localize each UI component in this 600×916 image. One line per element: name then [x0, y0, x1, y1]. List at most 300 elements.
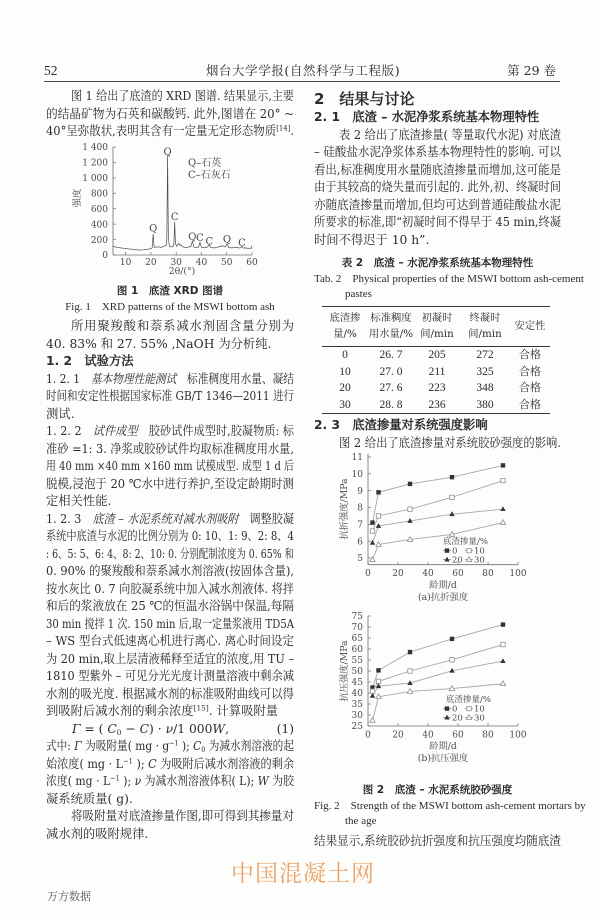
table-cell: 合格 — [519, 364, 541, 378]
y-tick-label: 200 — [90, 235, 108, 246]
table-cell: 30 — [339, 398, 351, 411]
data-point — [450, 658, 454, 662]
y-tick-label: 45 — [351, 678, 363, 689]
section-2-3 — [314, 417, 561, 452]
data-point — [370, 557, 375, 562]
flexural-strength-chart — [305, 448, 565, 606]
text-line-content: 测试. — [46, 406, 75, 421]
text-line-content: 由于其较高的烧失量而引起的. 此外,初、终凝时间 — [314, 180, 561, 195]
text-line — [46, 651, 294, 669]
text-line — [46, 511, 294, 529]
text-line-content: 和后的浆液放在 25 ℃的恒温水浴锅中保温,每隔 — [46, 599, 294, 614]
text-line-content: 所用聚羧酸和萘系减水剂固含量分别为 — [71, 319, 295, 334]
text-line-content: 时间和安定性根据国家标准 GB/T 1346—2011 进行 — [46, 389, 294, 404]
table-2-caption-en — [314, 272, 584, 302]
text-line — [46, 318, 294, 336]
text-line-content: 浓度( mg · $L^{-1}$ ); ν 为减水剂溶液体积( L); W 为胶 — [46, 773, 294, 789]
y-tick-label: 50 — [351, 667, 363, 678]
data-point — [450, 495, 454, 499]
x-tick-label: 40 — [195, 258, 208, 268]
figure-1-caption-en: Fig. 1 XRD patterns of the MSWI bottom ash — [65, 301, 275, 313]
text-line-content: 30 min 搅拌 1 次. 150 min 后,取一定量浆液用 TD5A — [46, 616, 294, 631]
text-line — [46, 458, 294, 476]
text-line — [46, 738, 294, 756]
section-heading-1-2 — [46, 353, 294, 371]
y-tick-label: 55 — [351, 656, 363, 667]
paragraph-1-2-3 — [46, 511, 294, 721]
column-header — [414, 307, 460, 347]
y-tick-label: 35 — [351, 700, 363, 711]
data-point — [376, 514, 380, 518]
peak-label: Q — [188, 231, 197, 243]
text-line-content: 时间不得迟于 10 h”. — [314, 232, 430, 247]
legend-label: 30 — [474, 713, 485, 724]
legend-marker — [467, 548, 471, 552]
paragraph-1-2-1 — [46, 371, 294, 424]
text-line-content: 式中: Γ 为吸附量( mg · $g^{-1}$ ); C0 为减水剂溶液的起 — [46, 738, 294, 755]
y-tick-label: 70 — [351, 623, 363, 634]
section-heading-2: 2 结果与讨论 — [314, 90, 415, 108]
section-heading-2-3 — [314, 417, 561, 435]
table-row — [322, 364, 550, 381]
paragraph-results — [314, 833, 561, 851]
text-line — [46, 581, 294, 599]
x-tick-label: 20 — [145, 258, 157, 268]
text-line — [314, 179, 561, 197]
paragraph-1-2-2 — [46, 423, 294, 511]
header-line: 标准稠度 — [370, 312, 412, 324]
x-tick-label: 20 — [392, 730, 404, 741]
text-line-content: 准砂 =1: 3. 净浆或胶砂试件均取标准稠度用水量, — [46, 441, 294, 456]
peak-label: C — [205, 236, 214, 248]
series-group — [113, 155, 252, 250]
peak-label: Q — [149, 223, 158, 235]
text-line-content: 用 40 mm ×40 mm ×160 mm 试模成型. 成型 1 d 后 — [46, 459, 294, 474]
xrd-pattern-chart — [40, 140, 298, 282]
caption-line: the age — [345, 814, 377, 827]
legend-label: 20 — [452, 713, 463, 724]
text-line — [314, 197, 561, 215]
text-line — [46, 633, 294, 651]
text-line — [46, 123, 294, 141]
legend-item — [443, 556, 463, 566]
y-tick-label: 800 — [90, 189, 108, 200]
text-line-content: 所要求的标准,即“初凝时间不得早于 45 min,终凝 — [314, 215, 561, 230]
text-line — [46, 563, 294, 581]
text-line — [46, 756, 294, 774]
watermark: 中国混凝土网 — [231, 861, 375, 887]
emphasis-text: ν — [165, 721, 174, 736]
text-line — [46, 476, 294, 494]
text-line — [314, 214, 561, 232]
text-line — [314, 144, 561, 162]
x-tick-label: 50 — [221, 258, 233, 268]
text-line-content: 40. 83% 和 27. 55% ,NaOH 为分析纯. — [46, 336, 272, 351]
table-cell: 205 — [428, 349, 446, 361]
table-cell: 27. 0 — [379, 365, 403, 378]
text-line-content: 水剂的吸光度. 根据减水剂的标准吸附曲线可以得 — [46, 686, 294, 701]
text-line-content: 系统中底渣与水泥的比例分别为 0: 10、1: 9、2: 8、4 — [46, 529, 294, 544]
x-tick-label: 20 — [392, 569, 404, 579]
x-tick-label: 80 — [482, 569, 494, 579]
superscript: −1 — [110, 773, 120, 783]
equation-expression: Γ = ( C0 − C) · ν/1 000W, — [72, 721, 229, 737]
data-point — [501, 478, 505, 482]
x-axis-label: 龄期/d — [429, 580, 457, 591]
text-line-content: 按水灰比 0. 7 向胶凝系统中加入减水剂液体. 将拌 — [46, 581, 294, 596]
x-tick-label: 10 — [119, 258, 132, 268]
superscript: [15] — [193, 703, 209, 713]
emphasis-text: 基本物理性能测试 — [90, 371, 177, 386]
text-line-content: 图 2 给出了底渣掺量对系统胶砂强度的影响. — [339, 435, 561, 450]
data-point — [376, 679, 380, 683]
y-axis-label: 抗折强度/MPa — [339, 478, 350, 540]
legend-marker — [445, 706, 449, 710]
header-line: 间/min — [420, 327, 454, 340]
emphasis-text: C — [139, 721, 150, 736]
legend-label: 10 — [474, 546, 485, 557]
y-axis-label: 抗压强度/MPa — [339, 640, 350, 702]
series-group — [370, 463, 505, 525]
text-line — [314, 162, 561, 180]
header-line: 终凝时 — [469, 312, 501, 324]
text-line — [46, 336, 294, 354]
emphasis-text: C — [148, 756, 157, 771]
y-tick-label: 1 200 — [82, 158, 108, 169]
legend-item — [443, 714, 463, 724]
y-tick-label: 9 — [357, 486, 363, 497]
table-cell: 27. 6 — [379, 382, 403, 394]
caption-line: pastes — [345, 288, 372, 300]
text-line — [46, 668, 294, 686]
peak-label: C — [170, 211, 179, 223]
legend-item — [465, 556, 485, 566]
y-tick-label: 600 — [90, 204, 108, 215]
y-tick-label: 5 — [357, 554, 363, 565]
x-tick-label: 40 — [422, 569, 434, 579]
table-row — [322, 397, 550, 414]
text-line-content: 40°呈弥散状,表明其含有一定量无定形态物质[14]. — [46, 123, 294, 139]
section-heading-2-1 — [314, 109, 561, 127]
legend-marker — [444, 715, 449, 720]
text-line — [46, 791, 294, 809]
header-line: 间/min — [468, 327, 502, 340]
table-cell: 合格 — [519, 348, 541, 361]
table-cell: 合格 — [519, 381, 541, 394]
x-axis-label: 龄期/d — [429, 741, 457, 752]
text-line-content: 看出,标准稠度用水量随底渣掺量而增加,这可能是 — [314, 162, 561, 177]
y-tick-label: 6 — [357, 537, 363, 548]
data-point — [501, 463, 505, 467]
paragraph-admixture-info — [46, 318, 294, 353]
subscript: 0 — [201, 745, 206, 755]
chart-subtitle: (a)抗折强度 — [418, 592, 468, 603]
text-line-content: : 6、5: 5、6: 4、8: 2、10: 0. 分别配制浓度为 0. 65% 和 — [46, 546, 294, 561]
x-tick-label: 80 — [482, 730, 494, 741]
y-tick-label: 60 — [351, 645, 363, 656]
series-line — [373, 645, 504, 692]
text-line — [314, 232, 561, 250]
text-line — [46, 686, 294, 704]
data-point — [408, 507, 412, 511]
table-cell: 236 — [428, 398, 446, 411]
y-tick-label: 11 — [351, 453, 363, 464]
y-tick-label: 10 — [351, 470, 363, 480]
table-header-row — [322, 307, 550, 347]
text-line — [314, 127, 561, 145]
superscript: −1 — [169, 738, 179, 748]
legend-entry: C–石灰石 — [188, 170, 231, 181]
section-heading-text: 1. 2 试验方法 — [46, 354, 134, 369]
y-tick-label: 1 400 — [82, 143, 108, 154]
header-line: 安定性 — [514, 319, 546, 332]
y-tick-label: 400 — [90, 220, 108, 231]
text-line-content: 表 2 给出了底渣掺量( 等量取代水泥) 对底渣 — [339, 127, 561, 142]
text-line-content: 1. 2. 3 底渣 – 水泥系统对减水剂吸附 调整胶凝 — [46, 511, 294, 526]
legend-marker — [467, 706, 471, 710]
text-line-content: 的结晶矿物为石英和碳酸钙. 此外,图谱在 20° ~ — [46, 106, 294, 121]
emphasis-text: ν — [134, 774, 142, 789]
legend-marker — [466, 557, 471, 562]
paragraph-equation-variables — [46, 738, 294, 808]
table-cell: 380 — [476, 398, 494, 411]
section-heading-text: 2. 3 底渣掺量对系统强度影响 — [314, 418, 488, 433]
caption-line: Fig. 2 Strength of the MSWI bottom ash-cement mortars by — [314, 799, 586, 812]
emphasis-text: W — [257, 774, 269, 789]
peak-label: Q — [222, 234, 232, 246]
text-line — [46, 826, 294, 844]
legend-item — [465, 714, 485, 724]
table-2-caption-cn: 表 2 底渣 – 水泥净浆系统基本物理特性 — [341, 257, 534, 269]
x-tick-label: 60 — [452, 730, 464, 741]
text-line-content: 到吸附后减水剂的剩余浓度[15]. 计算吸附量 — [46, 703, 279, 719]
text-line-content: – 硅酸盐水泥净浆体系基本物理特性的影响. 可以 — [314, 145, 561, 160]
text-line-content: 减水剂的吸附规律. — [46, 826, 149, 841]
data-point — [376, 490, 380, 494]
table-cell: 26. 7 — [379, 349, 403, 361]
y-tick-label: 30 — [351, 711, 363, 722]
text-line-content: – WS 型台式低速离心机进行离心. 离心时间设定 — [46, 634, 294, 649]
table-2-physical-properties — [322, 306, 550, 414]
page-number: 52 — [44, 63, 58, 78]
y-tick-label: 7 — [357, 520, 363, 531]
text-line — [46, 546, 294, 564]
legend-label: 20 — [452, 555, 463, 566]
table-cell: 0 — [342, 349, 348, 361]
y-tick-label: 75 — [351, 612, 363, 623]
superscript: [14] — [276, 123, 291, 133]
figure-2-caption-cn: 图 2 底渣 – 水泥系统胶砂强度 — [362, 784, 513, 796]
text-line-content: 定相关性能. — [46, 494, 112, 509]
emphasis-text: W — [212, 721, 226, 736]
paragraph-xrd-description — [46, 88, 294, 141]
section-heading-text: 2. 1 底渣 – 水泥净浆系统基本物理特性 — [314, 110, 540, 125]
text-line — [46, 441, 294, 459]
x-tick-label: 0 — [365, 569, 371, 579]
y-tick-label: 1 000 — [82, 174, 108, 185]
data-point — [500, 658, 505, 663]
y-tick-label: 65 — [351, 634, 363, 645]
text-line — [46, 371, 294, 389]
volume-label: 第 29 卷 — [507, 63, 556, 78]
series-group — [370, 622, 505, 689]
x-tick-label: 40 — [422, 730, 434, 741]
emphasis-text: 试件成型 — [92, 424, 138, 439]
y-tick-label: 25 — [351, 722, 363, 733]
peak-label: C — [196, 233, 204, 245]
x-tick-label: 100 — [509, 569, 527, 579]
text-line — [46, 106, 294, 124]
header-line: 用水量/% — [368, 327, 414, 340]
legend-marker — [466, 715, 471, 720]
column-header — [322, 307, 368, 347]
y-tick-label: 0 — [102, 251, 108, 262]
header-line: 初凝时 — [421, 312, 453, 324]
x-tick-label: 30 — [170, 258, 182, 268]
legend-label: 10 — [474, 704, 485, 715]
peak-label: C — [238, 237, 246, 249]
x-tick-label: 0 — [365, 730, 371, 741]
figure-2-caption-en — [314, 799, 586, 829]
x-tick-label: 60 — [246, 258, 258, 268]
header-line: 量/% — [333, 327, 357, 340]
table-cell: 272 — [476, 349, 494, 361]
data-point — [370, 540, 375, 545]
text-line-content: 将吸附量对底渣掺量作图,即可得到其掺量对 — [71, 809, 294, 824]
axes — [352, 612, 527, 740]
text-line-content: 脱模,浸泡于 20 ℃水中进行养护,至设定龄期时测 — [46, 476, 294, 491]
data-point — [408, 650, 412, 654]
legend-title: 底渣掺量/% — [446, 695, 491, 705]
data-point — [500, 520, 505, 525]
chart-subtitle: (b)抗压强度 — [417, 753, 469, 764]
data-point — [408, 669, 412, 673]
peak-label: Q — [163, 147, 172, 159]
text-line — [314, 833, 561, 851]
paragraph-adsorption-plot — [46, 808, 294, 843]
legend-marker — [444, 557, 449, 562]
header-rule — [44, 81, 560, 82]
y-tick-label: 8 — [357, 503, 363, 514]
legend-marker — [445, 548, 449, 552]
legend-label: 0 — [452, 546, 458, 557]
text-line — [46, 88, 294, 106]
data-point — [500, 506, 505, 511]
data-point — [450, 475, 454, 479]
text-line — [46, 616, 294, 634]
table-row — [322, 380, 550, 397]
data-point — [450, 637, 454, 641]
table-cell: 223 — [428, 382, 446, 394]
left-column-body — [46, 318, 294, 843]
text-line — [46, 773, 294, 791]
text-line — [46, 528, 294, 546]
legend-entry: Q–石英 — [188, 158, 222, 169]
text-line-content: 1. 2. 2 试件成型 胶砂试件成型时,胶凝物质: 标 — [46, 424, 294, 439]
data-point — [501, 642, 505, 646]
legend — [188, 156, 231, 181]
legend — [443, 694, 491, 724]
text-line-content: 结果显示,系统胶砂抗折强度和抗压强度均随底渣 — [314, 834, 561, 849]
text-line — [46, 493, 294, 511]
emphasis-text: C — [107, 721, 117, 736]
data-point — [500, 681, 505, 686]
text-line — [46, 598, 294, 616]
table-cell: 211 — [428, 365, 446, 378]
series-group — [370, 478, 505, 533]
data-point — [370, 718, 375, 723]
text-line-content: 0. 90% 的聚羧酸和萘系减水剂溶液(按固体含量), — [46, 564, 294, 579]
x-tick-label: 100 — [509, 730, 527, 741]
table-cell: 20 — [339, 382, 351, 394]
legend-label: 30 — [474, 555, 485, 566]
table-cell: 28. 8 — [379, 398, 403, 411]
series-line — [373, 465, 504, 522]
column-header — [368, 307, 414, 347]
table-cell: 合格 — [519, 397, 541, 411]
journal-title: 烟台大学学报(自然科学与工程版) — [205, 63, 401, 78]
superscript: −1 — [123, 756, 133, 766]
compressive-strength-chart — [305, 607, 565, 767]
figure-1-caption-cn: 图 1 底渣 XRD 图谱 — [116, 285, 224, 297]
caption-line: Tab. 2 Physical properties of the MSWI bottom ash-cement — [314, 273, 584, 285]
series-line — [373, 661, 504, 696]
equation-1 — [46, 721, 294, 739]
text-line-content: 亦随底渣掺量而增加,但均可达到普通硅酸盐水泥 — [314, 197, 561, 212]
emphasis-text: 底渣 – 水泥系统对减水剂吸附 — [92, 511, 239, 526]
y-axis-label: 强度 — [72, 188, 83, 208]
table-cell: 348 — [476, 382, 494, 394]
emphasis-text: C — [193, 739, 202, 754]
data-point — [370, 529, 374, 533]
section-2-1 — [314, 109, 561, 249]
data-point — [370, 520, 374, 524]
text-line — [46, 423, 294, 441]
series-line — [373, 625, 504, 688]
text-line — [46, 703, 294, 721]
data-point — [408, 482, 412, 486]
text-line-content: 1810 型紫外 – 可见分光光度计测量溶液中剩余减 — [46, 669, 294, 684]
text-line-content: 始浓度( mg · $L^{-1}$ ); C 为吸附后减水剂溶液的剩余 — [46, 756, 294, 771]
source-label: 万方数据 — [47, 890, 91, 903]
text-line-content: 图 1 给出了底渣的 XRD 图谱. 结果显示,主要 — [71, 89, 294, 104]
emphasis-text: Γ — [74, 739, 82, 754]
header-line: 底渣掺 — [329, 312, 361, 324]
emphasis-text: Γ — [72, 721, 81, 736]
spectrum-line — [113, 155, 252, 250]
column-header — [510, 307, 550, 347]
subscript: 0 — [116, 727, 122, 737]
x-tick-label: 60 — [452, 569, 464, 579]
legend-title: 底渣掺量/% — [443, 537, 488, 547]
x-axis-label: 2θ/(°) — [168, 266, 196, 277]
table-cell: 325 — [476, 365, 494, 378]
column-header — [460, 307, 510, 347]
table-cell: 10 — [339, 365, 351, 378]
data-point — [376, 668, 380, 672]
text-line — [46, 406, 294, 424]
y-tick-label: 40 — [351, 689, 363, 700]
series-group — [370, 658, 506, 698]
legend-label: 0 — [452, 704, 458, 715]
text-line-content: 1. 2. 1 基本物理性能测试 标准稠度用水量、凝结 — [46, 371, 294, 386]
table-row — [322, 347, 550, 364]
paragraph-2-1 — [314, 127, 561, 250]
text-line — [46, 388, 294, 406]
axes — [82, 143, 258, 268]
equation-number: (1) — [276, 721, 294, 736]
text-line-content: 凝系统质量( g). — [46, 791, 133, 806]
